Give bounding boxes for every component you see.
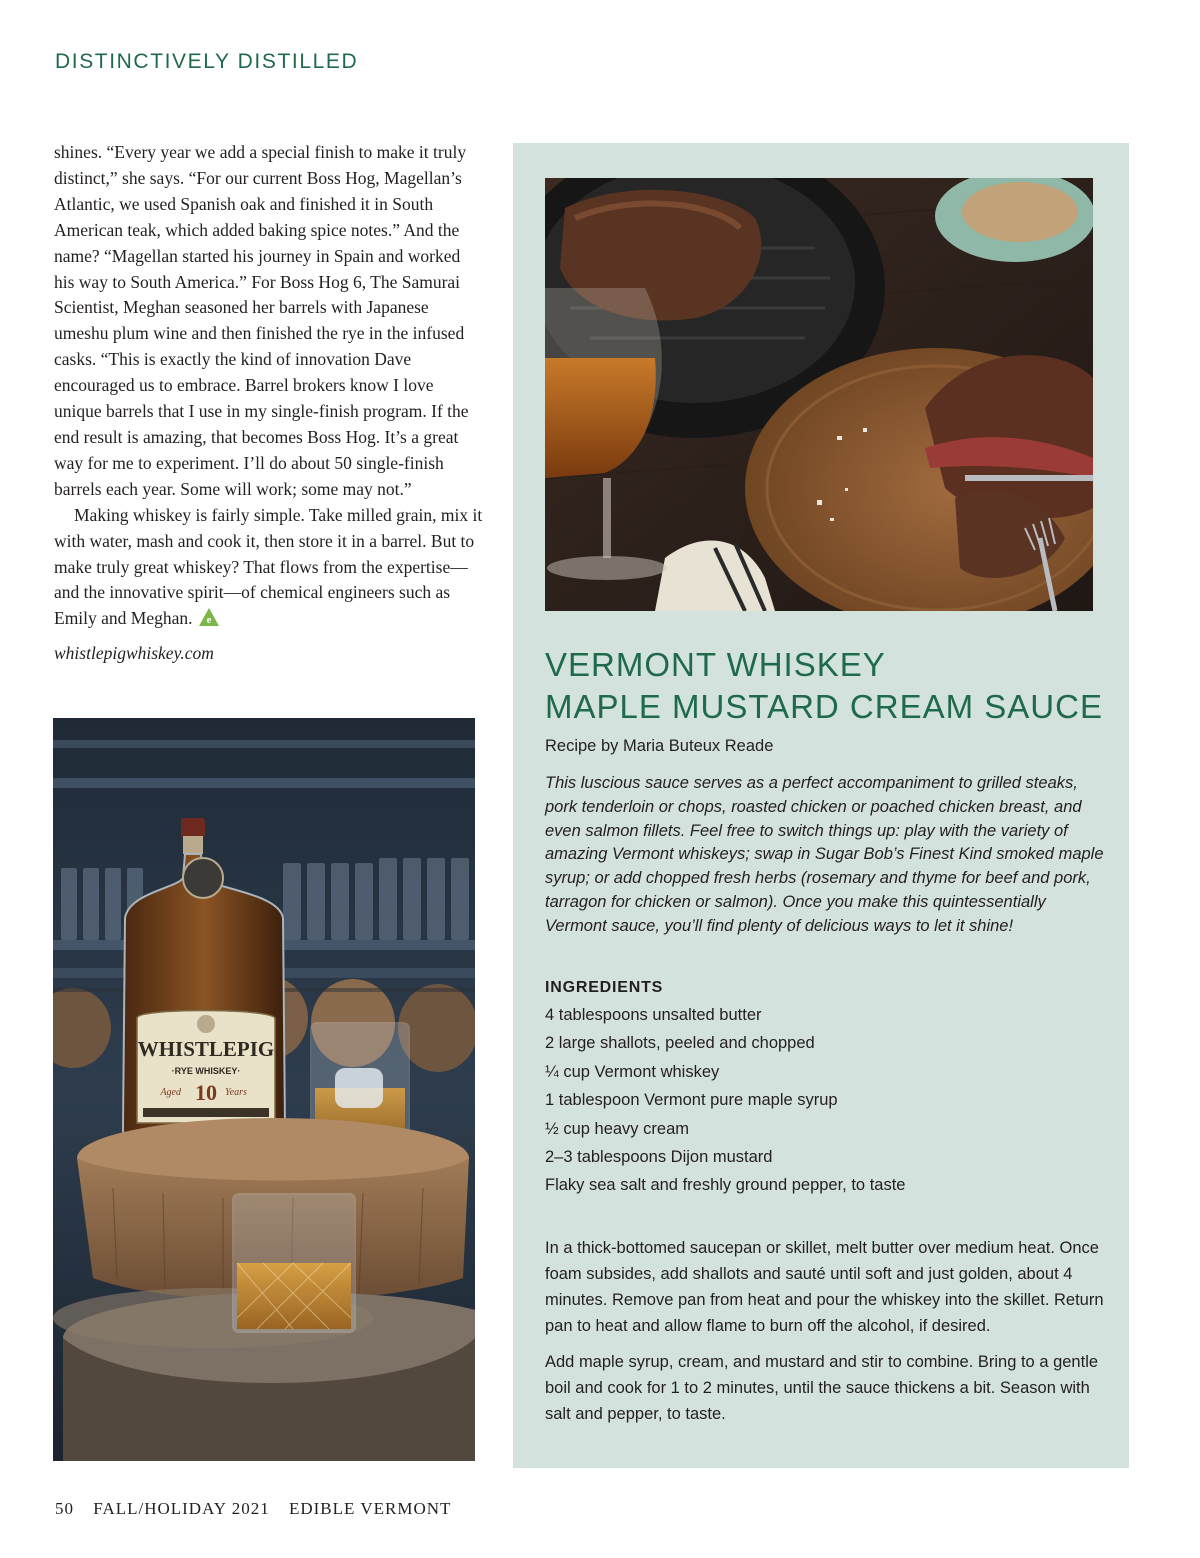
- ingredient-item: Flaky sea salt and freshly ground pepper, to taste: [545, 1176, 906, 1195]
- edible-logo-icon: [199, 608, 219, 626]
- ingredient-item: 2 large shallots, peeled and chopped: [545, 1034, 815, 1053]
- section-heading: DISTINCTIVELY DISTILLED: [55, 50, 359, 73]
- publication-name: EDIBLE VERMONT: [288, 1499, 452, 1518]
- svg-text:e: e: [206, 614, 211, 627]
- svg-text:10: 10: [195, 1080, 217, 1105]
- whiskey-bottle-photo: [53, 718, 475, 1461]
- issue-name: FALL/HOLIDAY 2021: [93, 1499, 270, 1518]
- ingredient-item: ¼ cup Vermont whiskey: [545, 1062, 720, 1081]
- article-paragraph-text: Making whiskey is fairly simple. Take milled grain, mix it with water, mash and cook it, then store it in a barrel. But to make truly great whiskey? That flows from the expertise—and the innovative spirit—of chemical engineers such as Emily and Meghan.: [54, 504, 483, 629]
- ingredient-item: 1 tablespoon Vermont pure maple syrup: [545, 1091, 838, 1110]
- svg-text:Aged: Aged: [160, 1087, 181, 1098]
- ingredient-item: 4 tablespoons unsalted butter: [545, 1006, 762, 1024]
- ingredient-item: 2–3 tablespoons Dijon mustard: [545, 1148, 773, 1167]
- recipe-byline: Recipe by Maria Buteux Reade: [545, 737, 774, 755]
- method-step: Add maple syrup, cream, and mustard and stir to combine. Bring to a gentle boil and cook for 1 to 2 minutes, until the sauce thickens a bit. Season with salt and pepper, to taste.: [545, 1353, 1099, 1423]
- recipe-method: [545, 1235, 1105, 1437]
- page-number: 50: [55, 1499, 74, 1518]
- ingredients-list: [545, 1001, 905, 1200]
- ingredient-item: ½ cup heavy cream: [545, 1119, 689, 1138]
- recipe-title-line: MAPLE MUSTARD CREAM SAUCE: [545, 688, 1103, 725]
- recipe-title-line: VERMONT WHISKEY: [545, 646, 886, 683]
- steak-dinner-photo: [545, 178, 1093, 611]
- ingredients-heading: INGREDIENTS: [545, 979, 664, 996]
- recipe-intro: This luscious sauce serves as a perfect accompaniment to grilled steaks, pork tenderloin or chops, roasted chicken or poached chicken breast, and even salmon fillets. Feel free to switch things up: play with the variety of amazing Vermont whiskeys; swap in Sugar Bob’s Finest Kind smoked maple syrup; or add chopped fresh herbs (rosemary and thyme for beef and pork, tarragon for chicken or salmon). Once you make this quintessentially Vermont sauce, you’ll find plenty of delicious ways to let it shine!: [545, 774, 1104, 935]
- recipe-title: [545, 644, 1105, 728]
- article-body: [54, 140, 484, 667]
- svg-text:WHISTLEPIG: WHISTLEPIG: [137, 1037, 275, 1061]
- method-step: In a thick-bottomed saucepan or skillet, melt butter over medium heat. Once foam subsides, add shallots and sauté until soft and just golden, about 4 minutes. Remove pan from heat and pour the whiskey into the skillet. Return pan to heat and allow flame to burn off the alcohol, if desired.: [545, 1239, 1104, 1335]
- page-footer: [55, 1499, 465, 1519]
- svg-text:Years: Years: [225, 1087, 247, 1098]
- article-paragraph: shines. “Every year we add a special finish to make it truly distinct,” she says. “For our current Boss Hog, Magellan’s Atlantic, we used Spanish oak and finished it in South American teak, which added baking spice notes.” And the name? “Magellan started his journey in Spain and worked his way to South America.” For Boss Hog 6, The Samurai Scientist, Meghan seasoned her barrels with Japanese umeshu plum wine and then finished the rye in the infused casks. “This is exactly the kind of innovation Dave encouraged us to embrace. Barrel brokers know I love unique barrels that I use in my single-finish program. If the end result is amazing, that becomes Boss Hog. It’s a great way for me to experiment. I’ll do about 50 single-finish barrels each year. Some will work; some may not.”: [54, 142, 469, 499]
- article-paragraph: [54, 503, 484, 633]
- website-link[interactable]: whistlepigwhiskey.com: [54, 643, 214, 664]
- svg-text:·RYE WHISKEY·: ·RYE WHISKEY·: [171, 1066, 241, 1076]
